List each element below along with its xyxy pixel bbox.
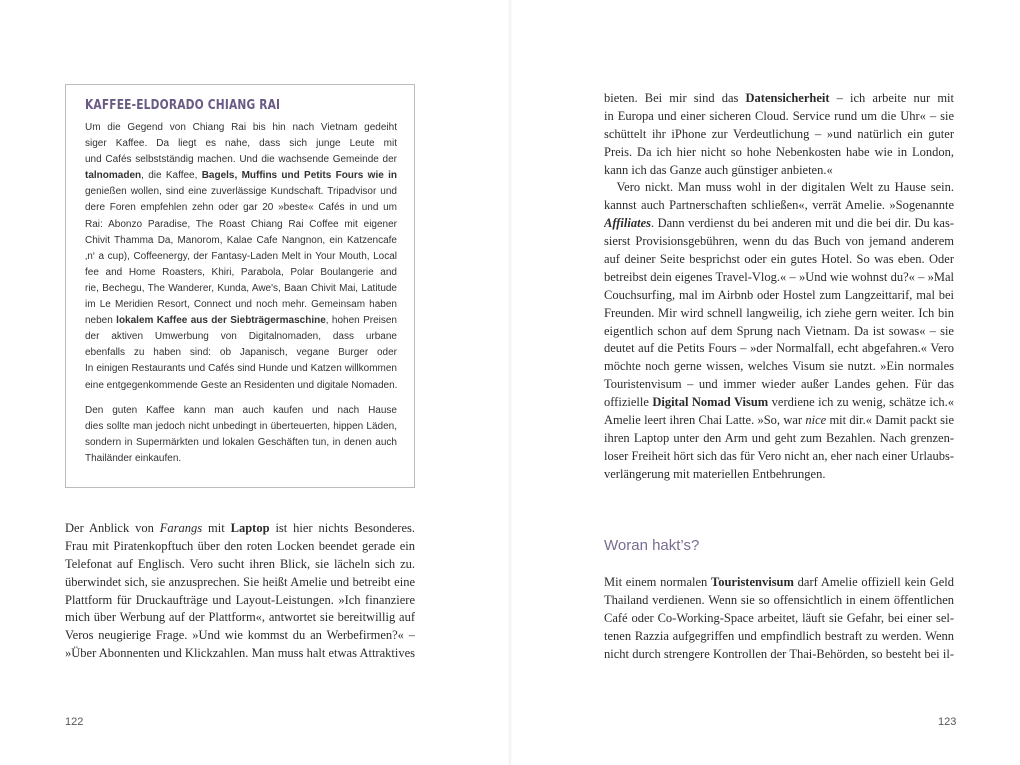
text-line: Affiliates. Dann verdienst du bei anderen mit und die bei dir. Du kas-: [604, 216, 954, 231]
right-body-text-2: [604, 574, 954, 663]
text-line: Telefonat auf Englisch. Vero sucht ihren Blick, sie lächeln sich zu.: [65, 556, 415, 571]
text-line: Chivit Thamma Da, Manorom, Kalae Cafe Nangnon, ein Katzencafe: [85, 234, 397, 246]
paragraph-gap: [85, 394, 397, 403]
page-number-left: 122: [65, 716, 84, 728]
text-line: rie, Bechegu, The Wanderer, Kunda, Awe's, Baan Chivit Mai, Latitude: [85, 282, 397, 294]
text-line: dere Foren empfehlen zehn oder gar 20 »beste« Cafés in und um: [85, 202, 397, 214]
text-line: in Europa und einer sicheren Cloud. Service rund um die Uhr« – sie: [604, 108, 954, 123]
text-line: dies sollte man jedoch nicht unbedingt in überteuerten, hippen Läden,: [85, 420, 397, 432]
section-heading: Woran hakt’s?: [604, 537, 700, 554]
info-box-paragraph-1: [85, 120, 397, 394]
text-line: ‚n‘ a cup), Coffeenergy, der Fantasy-Laden Melt in Your Mouth, Local: [85, 250, 397, 262]
text-line: ihren Laptop unter den Arm und geht zum Bezahlen. Nach grenzen-: [604, 430, 954, 445]
text-line: Touristenvisum – und immer wieder außer Landes gehen. Für das: [604, 377, 954, 392]
text-line: nicht durch strengere Kontrollen der Thai-Behörden, so besteht bei il-: [604, 646, 954, 661]
text-line: ebenfalls zu haben sind: ob Japanisch, vegane Burger oder: [85, 347, 397, 359]
text-line: mich über Werbung auf der Plattform«, antwortet sie bereitwillig auf: [65, 610, 415, 625]
text-line: sondern in Supermärkten und lokalen Geschäften tun, in denen auch: [85, 436, 397, 448]
text-line: Thailand verdienen. Wenn sie so offensichtlich in einem öffentlichen: [604, 592, 954, 607]
text-line: Frau mit Piratenkopftuch über den roten Locken beendet gerade ein: [65, 538, 415, 553]
page-number-right: 123: [938, 716, 957, 728]
text-line: auf deiner Seite besprichst oder ein gutes Hotel. So was eben. Oder: [604, 252, 954, 267]
text-line: Amelie leert ihren Chai Latte. »So, war nice mit dir.« Damit packt sie: [604, 413, 954, 428]
text-line: Den guten Kaffee kann man auch kaufen und nach Hause: [85, 404, 397, 416]
text-line: Der Anblick von Farangs mit Laptop ist hier nichts Besonderes.: [65, 521, 415, 535]
text-line: Thailänder einkaufen.: [85, 452, 182, 464]
text-line: bieten. Bei mir sind das Datensicherheit – ich arbeite nur mit: [604, 91, 954, 105]
text-line: Um die Gegend von Chiang Rai bis hin nach Vietnam gedeiht: [85, 122, 397, 133]
text-line: talnomaden, die Kaffee, Bagels, Muffins und Petits Fours wie in: [85, 170, 397, 182]
text-line: deutet auf die Petits Fours – »der Normalfall, echt abgefahren.« Vero: [604, 341, 954, 356]
text-line: möchte noch gerne wissen, welches Visum sie nutzt. »Ein normales: [604, 359, 954, 374]
text-line: In einigen Restaurants und Cafés sind Hunde und Katzen willkommen: [85, 363, 397, 375]
text-line: loser Freiheit hört sich das für Vero nicht an, eher nach einer Urlaubs-: [604, 448, 954, 463]
text-line: eine entgegenkommende Geste an Residenten und digitale Nomaden.: [85, 379, 398, 391]
text-line: Preis. Da ich hier nicht so hohe Nebenkosten habe wie in London,: [604, 144, 954, 159]
text-line: siger Kaffee. Da liegt es nahe, dass sich junge Leute mit: [85, 138, 397, 150]
right-body-text: [604, 90, 954, 484]
text-line: tenen Razzia aufgegriffen und empfindlich bestraft zu werden. Wenn: [604, 628, 954, 643]
text-line: »Über Abonnenten und Klickzahlen. Man muss halt etwas Attraktives: [65, 646, 415, 661]
info-box: [65, 84, 415, 488]
book-gutter: [508, 0, 512, 765]
text-line: Freunden. Mir wird schnell langweilig, ich ziehe gern weiter. Ich bin: [604, 305, 954, 320]
text-line: betreibst dein eigenes Travel-Vlog.« – »Und wie wohnst du?« – »Mal: [604, 269, 954, 284]
text-line: Rai: Abonzo Paradise, The Roast Chiang Rai Coffee mit eigener: [85, 218, 397, 230]
text-line: eigentlich schon auf dem Sprung nach Vietnam. Da ist sowas« – sie: [604, 323, 954, 338]
left-body-text: [65, 520, 415, 663]
text-line: schüttelt ihr iPhone zur Verdeutlichung – »und natürlich ein guter: [604, 126, 954, 141]
text-line: und Cafés selbstständig machen. Und die wachsende Gemeinde der: [85, 154, 397, 166]
info-box-paragraph-2: [85, 403, 397, 467]
text-line: sierst Provisionsgebühren, wenn du das Buch von jemand anderem: [604, 234, 954, 249]
text-line: verlängerung mit materiellen Entbehrungen.: [604, 466, 826, 481]
text-line: fee and Home Roasters, Khiri, Parabola, Polar Boulangerie and: [85, 266, 397, 278]
text-line: überwindet sich, sie anzusprechen. Sie heißt Amelie und betreibt eine: [65, 574, 415, 589]
text-line: genießen wollen, sind eine zuverlässige Kundschaft. Tripadvisor und: [85, 186, 397, 198]
text-line: Vero nickt. Man muss wohl in der digitalen Welt zu Hause sein.: [616, 180, 954, 195]
text-line: offizielle Digital Nomad Visum verdiene ich zu wenig, schätze ich.«: [604, 395, 954, 410]
text-line: der aktiven Umwerbung von Digitalnomaden, dass urbane: [85, 331, 397, 343]
text-line: im Le Meridien Resort, Connect und noch mehr. Gemeinsam haben: [85, 299, 397, 311]
text-line: kann ich das Ganze auch günstiger anbieten.«: [604, 162, 833, 177]
text-line: Plattform für Druckaufträge und Layout-Leistungen. »Ich finanziere: [65, 592, 415, 607]
text-line: Veros neugierige Frage. »Und wie kommst du an Werbefirmen?« –: [65, 628, 415, 643]
text-line: neben lokalem Kaffee aus der Siebträgermaschine, hohen Preisen: [85, 315, 397, 327]
info-box-title: KAFFEE-ELDORADO CHIANG RAI: [85, 98, 281, 113]
text-line: Café oder Co-Working-Space arbeitet, läuft sie Gefahr, bei einer sel-: [604, 610, 954, 625]
text-line: kannst auch Partnerschaften schließen«, verrät Amelie. »Sogenannte: [604, 198, 954, 213]
text-line: Mit einem normalen Touristenvisum darf Amelie offiziell kein Geld: [604, 575, 954, 589]
text-line: Couchsurfing, mal im Airbnb oder Hostel zum Langzeittarif, mal bei: [604, 287, 954, 302]
